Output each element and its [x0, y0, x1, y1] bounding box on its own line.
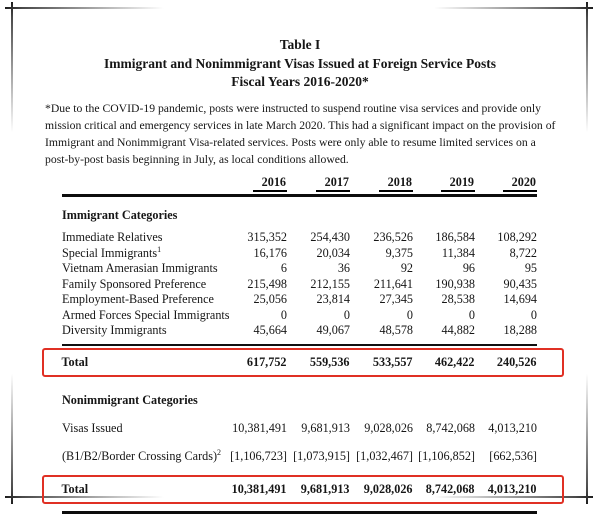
total-value: 617,752	[246, 354, 287, 369]
immigrant-total-row	[62, 354, 538, 370]
cell-value: [1,106,723]	[230, 449, 287, 463]
cell-value: 215,498	[247, 276, 287, 291]
visa-table	[62, 175, 537, 514]
cell-value: 45,664	[253, 323, 287, 337]
nonimmigrant-total-annotation-box	[42, 475, 564, 504]
table-row	[62, 421, 537, 437]
cell-value: 0	[406, 307, 413, 322]
total-value: 462,422	[434, 354, 475, 369]
cell-value: 254,430	[310, 230, 350, 244]
cell-value: 8,742,068	[426, 420, 475, 435]
immigrant-rows	[62, 230, 537, 339]
page-title: Table I	[279, 37, 321, 52]
row-label: Visas Issued	[62, 420, 123, 435]
cell-value: 23,814	[316, 292, 350, 306]
table-row	[62, 308, 537, 324]
cell-value: 44,882	[441, 323, 475, 337]
total-value: 4,013,210	[487, 481, 537, 496]
total-value: 10,381,491	[231, 481, 287, 496]
table-row	[62, 449, 537, 465]
table-row	[62, 292, 537, 308]
cell-value: 16,176	[253, 245, 287, 260]
row-label: (B1/B2/Border Crossing Cards)	[62, 449, 218, 463]
cell-value: 0	[530, 307, 537, 322]
row-label: Employment-Based Preference	[62, 292, 214, 306]
cell-value: 27,345	[379, 292, 413, 306]
total-value: 9,681,913	[300, 481, 350, 496]
cell-value: 11,384	[441, 245, 475, 260]
cell-value: 6	[280, 261, 287, 275]
row-label: Immediate Relatives	[62, 230, 163, 244]
row-label: Family Sponsored Preference	[62, 276, 207, 291]
cell-value: 9,681,913	[301, 420, 350, 435]
year-header-row	[62, 175, 537, 191]
cell-value: 0	[280, 307, 287, 322]
row-label: Special Immigrants	[62, 245, 158, 260]
cell-value: 18,288	[503, 323, 537, 337]
covid-footnote: *Due to the COVID-19 pandemic, posts were instructed to suspend routine visa services and provide only mission critical and emergency services in late March 2020. This had a significant impact on the provision of Immigrant and Nonimmigrant Visa-related services. Posts were only able to resume limited services on a post-by-post basis beginning in July, as local conditions allowed.	[45, 101, 556, 166]
cell-value: 212,155	[310, 276, 350, 291]
col-header-2019: 2019	[441, 175, 475, 192]
total-value: 559,536	[309, 354, 350, 369]
cell-value: 9,028,026	[364, 420, 413, 435]
total-value: 9,028,026	[363, 481, 413, 496]
cell-value: 90,435	[503, 276, 537, 291]
nonimmigrant-total-row	[62, 481, 538, 497]
cell-value: 315,352	[247, 230, 287, 244]
col-header-2016: 2016	[253, 175, 287, 192]
cell-value: 9,375	[385, 245, 413, 260]
footnote-ref: 1	[157, 244, 162, 254]
total-value: 8,742,068	[425, 481, 475, 496]
col-header-2020: 2020	[503, 175, 537, 192]
cell-value: [1,073,915]	[293, 449, 350, 463]
cell-value: 8,722	[509, 245, 537, 260]
row-label: Diversity Immigrants	[62, 323, 167, 337]
cell-value: 14,694	[503, 292, 537, 306]
cell-value: 0	[468, 307, 475, 322]
cell-value: 20,034	[316, 245, 350, 260]
table-row	[62, 277, 537, 293]
total-label: Total	[61, 481, 89, 496]
immigrant-section-label: Immigrant Categories	[62, 208, 178, 222]
total-label: Total	[61, 354, 89, 369]
cell-value: 236,526	[373, 230, 413, 244]
fiscal-years-line: Fiscal Years 2016-2020*	[231, 74, 369, 89]
cell-value: 96	[462, 261, 475, 275]
col-header-2018: 2018	[379, 175, 413, 192]
cell-value: 48,578	[379, 323, 413, 337]
cell-value: 36	[337, 261, 350, 275]
row-label: Vietnam Amerasian Immigrants	[62, 261, 218, 275]
title-block	[0, 36, 600, 92]
cell-value: 49,067	[316, 323, 350, 337]
cell-value: 186,584	[435, 230, 475, 244]
immigrant-total-rule	[62, 344, 537, 346]
table-row	[62, 246, 537, 262]
immigrant-total-annotation-box	[42, 348, 564, 377]
cell-value: 25,056	[253, 292, 287, 306]
cell-value: 108,292	[497, 230, 537, 244]
total-value: 533,557	[372, 354, 413, 369]
cell-value: 190,938	[435, 276, 475, 291]
table-row	[62, 323, 537, 339]
table-row	[62, 261, 537, 277]
total-value: 240,526	[496, 354, 537, 369]
header-rule	[62, 194, 537, 197]
cell-value: 211,641	[373, 276, 413, 291]
cell-value: [1,032,467]	[356, 449, 413, 463]
cell-value: 0	[343, 307, 350, 322]
row-label: Armed Forces Special Immigrants	[62, 307, 230, 322]
cell-value: 4,013,210	[488, 420, 537, 435]
nonimmigrant-section-label: Nonimmigrant Categories	[62, 392, 198, 407]
cell-value: 92	[400, 261, 413, 275]
table-bottom-rule	[62, 511, 537, 514]
cell-value: 10,381,491	[232, 420, 287, 435]
cell-value: [662,536]	[489, 449, 537, 463]
cell-value: 95	[524, 261, 537, 275]
footnote-ref: 2	[217, 447, 222, 457]
col-header-2017: 2017	[316, 175, 350, 192]
table-row	[62, 230, 537, 246]
cell-value: [1,106,852]	[418, 449, 475, 463]
cell-value: 28,538	[441, 292, 475, 306]
page-subtitle: Immigrant and Nonimmigrant Visas Issued at Foreign Service Posts	[103, 55, 496, 71]
